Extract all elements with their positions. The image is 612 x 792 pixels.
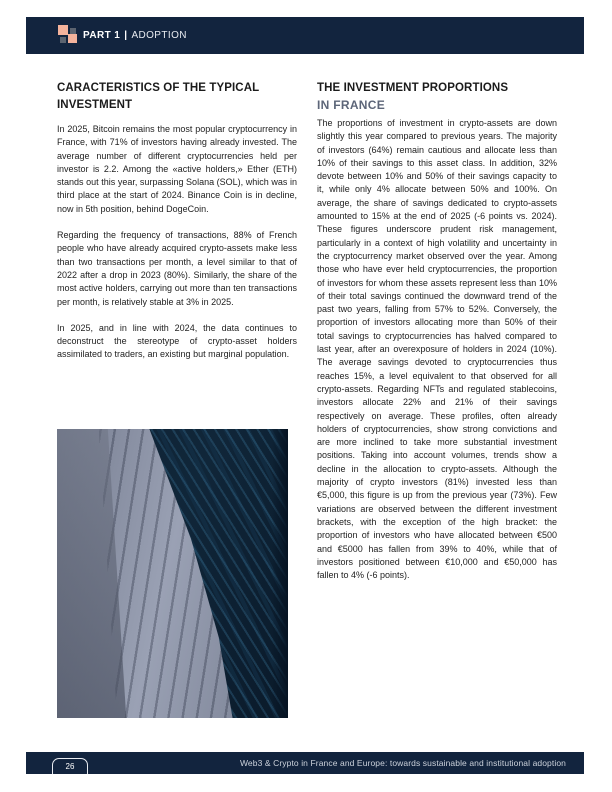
header-title	[83, 17, 187, 54]
header-bar	[26, 17, 584, 54]
section-label: ADOPTION	[131, 30, 187, 41]
facade-photo	[57, 429, 288, 718]
left-paragraph-1: In 2025, Bitcoin remains the most popular cryptocurrency in France, with 71% of investors having already invested. The average number of different cryptocurrencies held per investor is 2.2. Among the «active holders,» Ether (ETH) stands out this year, surpassing Solana (SOL), which was in third place at the start of 2024. Binance Coin is in decline, now in 5th position, behind DogeCoin.	[57, 124, 297, 214]
left-column	[57, 80, 297, 362]
footer-bar	[26, 752, 584, 774]
logo-square-salmon-large	[58, 25, 68, 35]
footer-title: Web3 & Crypto in France and Europe: towards sustainable and institutional adoption	[239, 758, 566, 768]
left-column-title: CARACTERISTICS OF THE TYPICAL INVESTMENT	[57, 82, 260, 111]
part-label: PART 1	[83, 30, 121, 41]
left-paragraph-3: In 2025, and in line with 2024, the data continues to deconstruct the stereotype of crypto-asset holders assimilated to traders, an existing but marginal population.	[57, 322, 297, 360]
right-column-title: THE INVESTMENT PROPORTIONS	[317, 82, 509, 94]
right-column-body	[317, 117, 557, 582]
left-column-body	[57, 123, 297, 362]
left-paragraph-2: Regarding the frequency of transactions, 88% of French people who have already acquired crypto-assets make less than two transactions per month, a level similar to that of 2022 after a drop in 2023 (80%). Similarly, the share of the most active holders, carrying out more than ten transactions per month, is relatively stable at 3% in 2025.	[57, 230, 297, 307]
facade-photo-right-edge-shadow	[272, 429, 288, 718]
right-paragraph-1: The proportions of investment in crypto-assets are down slightly this year compared to previous years. The majority of investors (64%) remain cautious and allocate less than 10% of their savings to this asset class. In addition, 32% devote between 10% and 50% of their savings capacity to it, while only 4% allocate between 50% and 100%. On average, the share of savings dedicated to crypto-assets amounted to 15% at the end of 2025 (-6 points vs. 2024). These figures underscore prudent risk management, particularly in a context of high volatility and uncertainty in the cryptocurrency market observed over the year. Among those who have ever held cryptocurrencies, the proportion of investors for whom these assets represent less than 10% of their total savings continued the downward trend of the past two years, falling from 57% to 52%. Conversely, the proportion of investors allocating more than 50% of their total savings to cryptocurrencies has halved compared to last year, after an overexposure of holders in 2024 (10%). The average savings devoted to cryptocurrencies thus reaches 15%, a level equivalent to that observed for all crypto-assets. Regarding NFTs and regulated stablecoins, investors allocate 22% and 21% of their savings respectively on average. These profiles, often already holders of cryptocurrencies, show strong convictions and are more inclined to take more substantial investment positions. Taking into account volumes, trends show a decline in the allocation to crypto-assets. Although the majority of crypto investors (81%) invested less than €5,000, this figure is up from the previous year (73%). Few variations are observed between the different investment brackets, with the exception of the high bracket: the proportion of investors who have allocated between €500 and €5000 has fallen from 39% to 40%, while that of investors positioned between €10,000 and €50,000 has fallen to 4% (-6 points).	[317, 118, 557, 581]
brand-logo-icon	[58, 25, 80, 47]
part-separator: |	[124, 30, 128, 41]
logo-square-gray-bottom	[60, 37, 66, 43]
right-column-subtitle: IN FRANCE	[317, 98, 386, 112]
page-number: 26	[65, 762, 75, 771]
logo-square-salmon-small	[68, 34, 77, 43]
page-number-badge	[52, 758, 88, 774]
right-column	[317, 80, 557, 582]
